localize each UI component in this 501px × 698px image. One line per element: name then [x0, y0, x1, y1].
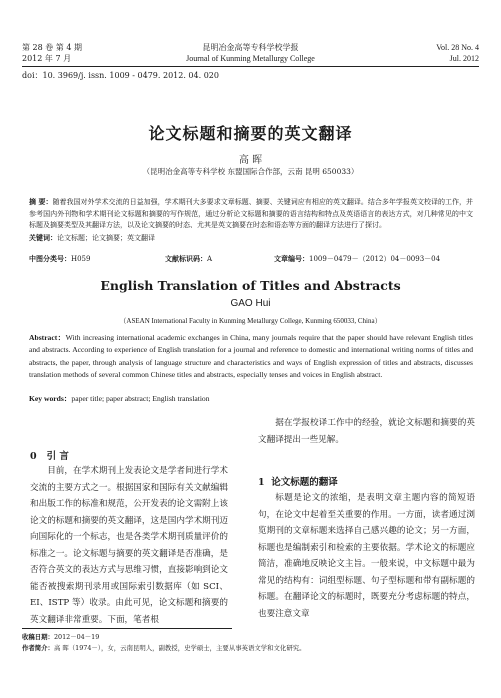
- en-abstract-label: Abstract：: [29, 333, 66, 342]
- cn-abstract-text: 随着我国对外学术交流的日益加强，学术期刊大多要求文章标题、摘要、关键词应有相应的英文翻译。结合多年学报英文校译的工作，并参考国内外刊物和学术期刊论文标题和摘要的写作规范，通过分析论文标题和摘要的语言结构和特点及英语语言的表达方式，对几种常见的中文标题及摘要类型及其翻译方法，以及论文摘要的时态、尤其是英文摘要在时态和语态等方面的翻译方法进行了探讨。: [29, 198, 474, 230]
- journal-name-cn: 昆明冶金高等专科学校学报: [202, 43, 299, 52]
- header-rule: [22, 66, 479, 67]
- cn-abstract: [29, 196, 473, 244]
- volume-en: Vol. 28 No. 4: [436, 43, 479, 52]
- received-date: 收稿日期：2012－04－19: [22, 633, 100, 641]
- en-keywords: Key words：paper title; paper abstract; English translation: [29, 394, 210, 403]
- section-1-heading: 1 论文标题的翻译: [258, 477, 338, 488]
- column-2-continuation: 据在学报校译工作中的经验，就论文标题和摘要的英文翻译提出一些见解。: [258, 418, 475, 445]
- journal-name-en: Journal of Kunming Metallurgy College: [186, 54, 315, 63]
- article-number: 文章编号：1009－0479－（2012）04－0093－04: [274, 254, 441, 263]
- en-affiliation: （ASEAN International Faculty in Kunming Metallurgy College, Kunming 650033, China）: [119, 317, 382, 325]
- volume-issue: 第 28 卷 第 4 期: [22, 43, 82, 52]
- cn-keywords: 论文标题；论文摘要；英文翻译: [57, 233, 155, 242]
- document-code: 文献标识码：A: [165, 254, 213, 263]
- cn-affiliation: （昆明冶金高等专科学校 东盟国际合作部，云南 昆明 650033）: [142, 167, 359, 176]
- en-author: GAO Hui: [230, 298, 271, 309]
- section-0-heading: 0 引 言: [30, 451, 69, 462]
- footnote-rule: [22, 628, 232, 629]
- clc-number: 中图分类号：H059: [29, 254, 91, 263]
- en-title: English Translation of Titles and Abstracts: [100, 278, 401, 293]
- section-0-body: 目前，在学术期刊上发表论文是学者间进行学术交流的主要方式之一。根据国家和国际有关文献编辑和出版工作的标准和规范，公开发表的论文需附上该论文的标题和摘要的英文翻译，这是国内学术期刊迈向国际化的一个标志，也是各类学术期刊质量评价的标准之一。论文标题与摘要的英文翻译是否准确，是否符合英文的表达方式与思维习惯，直接影响到论文能否被搜索期刊录用或国际索引数据库（如 SCI、EI、ISTP 等）收录。由此可见，论文标题和摘要的英文翻译非常重要。下面，笔者根: [30, 466, 228, 625]
- doi: doi：10. 3969/j. issn. 1009 - 0479. 2012. 04. 020: [22, 71, 219, 80]
- issue-date: 2012 年 7 月: [22, 54, 72, 63]
- author-bio: 作者简介：高 晖（1974－），女，云南昆明人，副教授，史学硕士，主要从事英语文学和文化研究。: [22, 644, 306, 652]
- section-1-body: 标题是论文的浓缩，是表明文章主题内容的简短语句，在论文中起着至关重要的作用。一方面，读者通过浏览期刊的文章标题来选择自己感兴趣的论文；另一方面，标题也是编制索引和检索的主要依据。学术论文的标题应简洁，准确地反映论文主旨。一般来说，中文标题中最为常见的结构有：词组型标题、句子型标题和带有副标题的标题。在翻译论文的标题时，既要充分考虑标题的特点，也要注意文章: [258, 493, 475, 619]
- en-abstract-text: With increasing international academic exchanges in China, many journals require that the paper should have relevant English titles and abstracts. According to experience of English translation for a journal and reference to domestic and international writing norms of titles and abstracts, the paper, through analysis of language structure and characteristics and ways of English expression of titles and abstracts, discusses translation methods of several common Chinese titles and abstracts, especially tenses and voices in English abstract.: [29, 333, 473, 379]
- cn-keywords-label: 关键词：: [29, 232, 57, 242]
- en-keywords-label: Key words：: [29, 394, 72, 403]
- date-en: Jul. 2012: [449, 54, 479, 63]
- cn-abstract-label: 摘 要：: [29, 197, 53, 206]
- en-abstract: [29, 332, 473, 381]
- cn-title: 论文标题和摘要的英文翻译: [148, 124, 353, 143]
- cn-author: 高 晖: [238, 155, 263, 166]
